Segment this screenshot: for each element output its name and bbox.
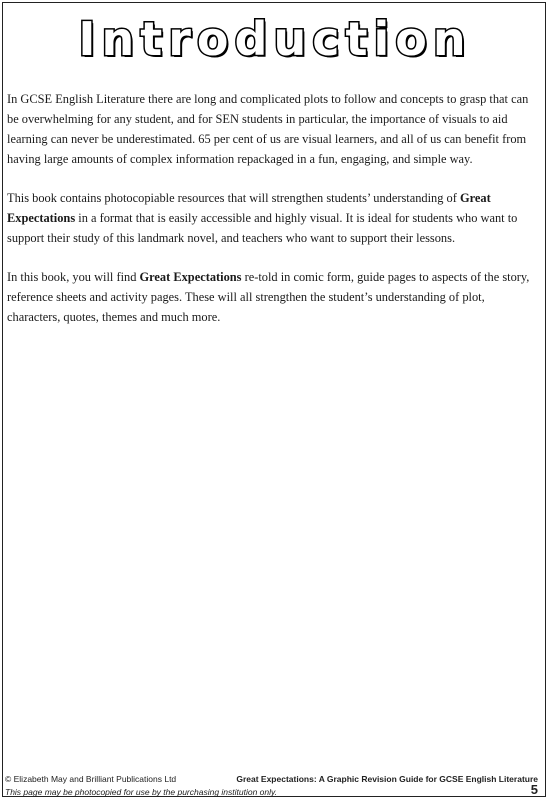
footer-bottom-row <box>5 784 538 797</box>
paragraph-2-text-a: This book contains photocopiable resources that will strengthen students’ understanding of <box>7 191 460 205</box>
paragraph-3-text-b: re-told in comic form, guide pages to aspects of the story, reference sheets and activity pages. These will all strengthen the student’s understanding of plot, characters, quotes, themes and much more. <box>7 270 530 324</box>
book-title-bold: Great Expectations <box>139 270 242 284</box>
title-container <box>0 12 550 66</box>
body-text <box>7 89 539 346</box>
paragraph-1-text: In GCSE English Literature there are long and complicated plots to follow and concepts to grasp that can be overwhelming for any student, and for SEN students in particular, the importance of visuals to aid learning can never be underestimated. 65 per cent of us are visual learners, and all of us can benefit from having large amounts of complex information repackaged in a fun, engaging, and simple way. <box>7 92 529 166</box>
paragraph-2-text-b: in a format that is easily accessible and highly visual. It is ideal for students who want to support their study of this landmark novel, and teachers who want to support their lessons. <box>7 211 518 245</box>
book-title-bold: Great Expectations <box>7 191 491 225</box>
paragraph-3-text-a: In this book, you will find <box>7 270 140 284</box>
footer-top-row <box>5 771 538 784</box>
paragraph-3 <box>7 267 539 327</box>
page-footer <box>5 771 538 797</box>
footer-book-title: Great Expectations: A Graphic Revision Guide for GCSE English Literature <box>236 774 538 784</box>
photocopy-note: This page may be photocopied for use by the purchasing institution only. <box>5 787 278 797</box>
paragraph-2 <box>7 188 539 248</box>
page-title: Introduction <box>78 12 472 66</box>
copyright-text: © Elizabeth May and Brilliant Publications Ltd <box>5 774 177 784</box>
page-number: 5 <box>530 782 538 797</box>
paragraph-1 <box>7 89 539 169</box>
